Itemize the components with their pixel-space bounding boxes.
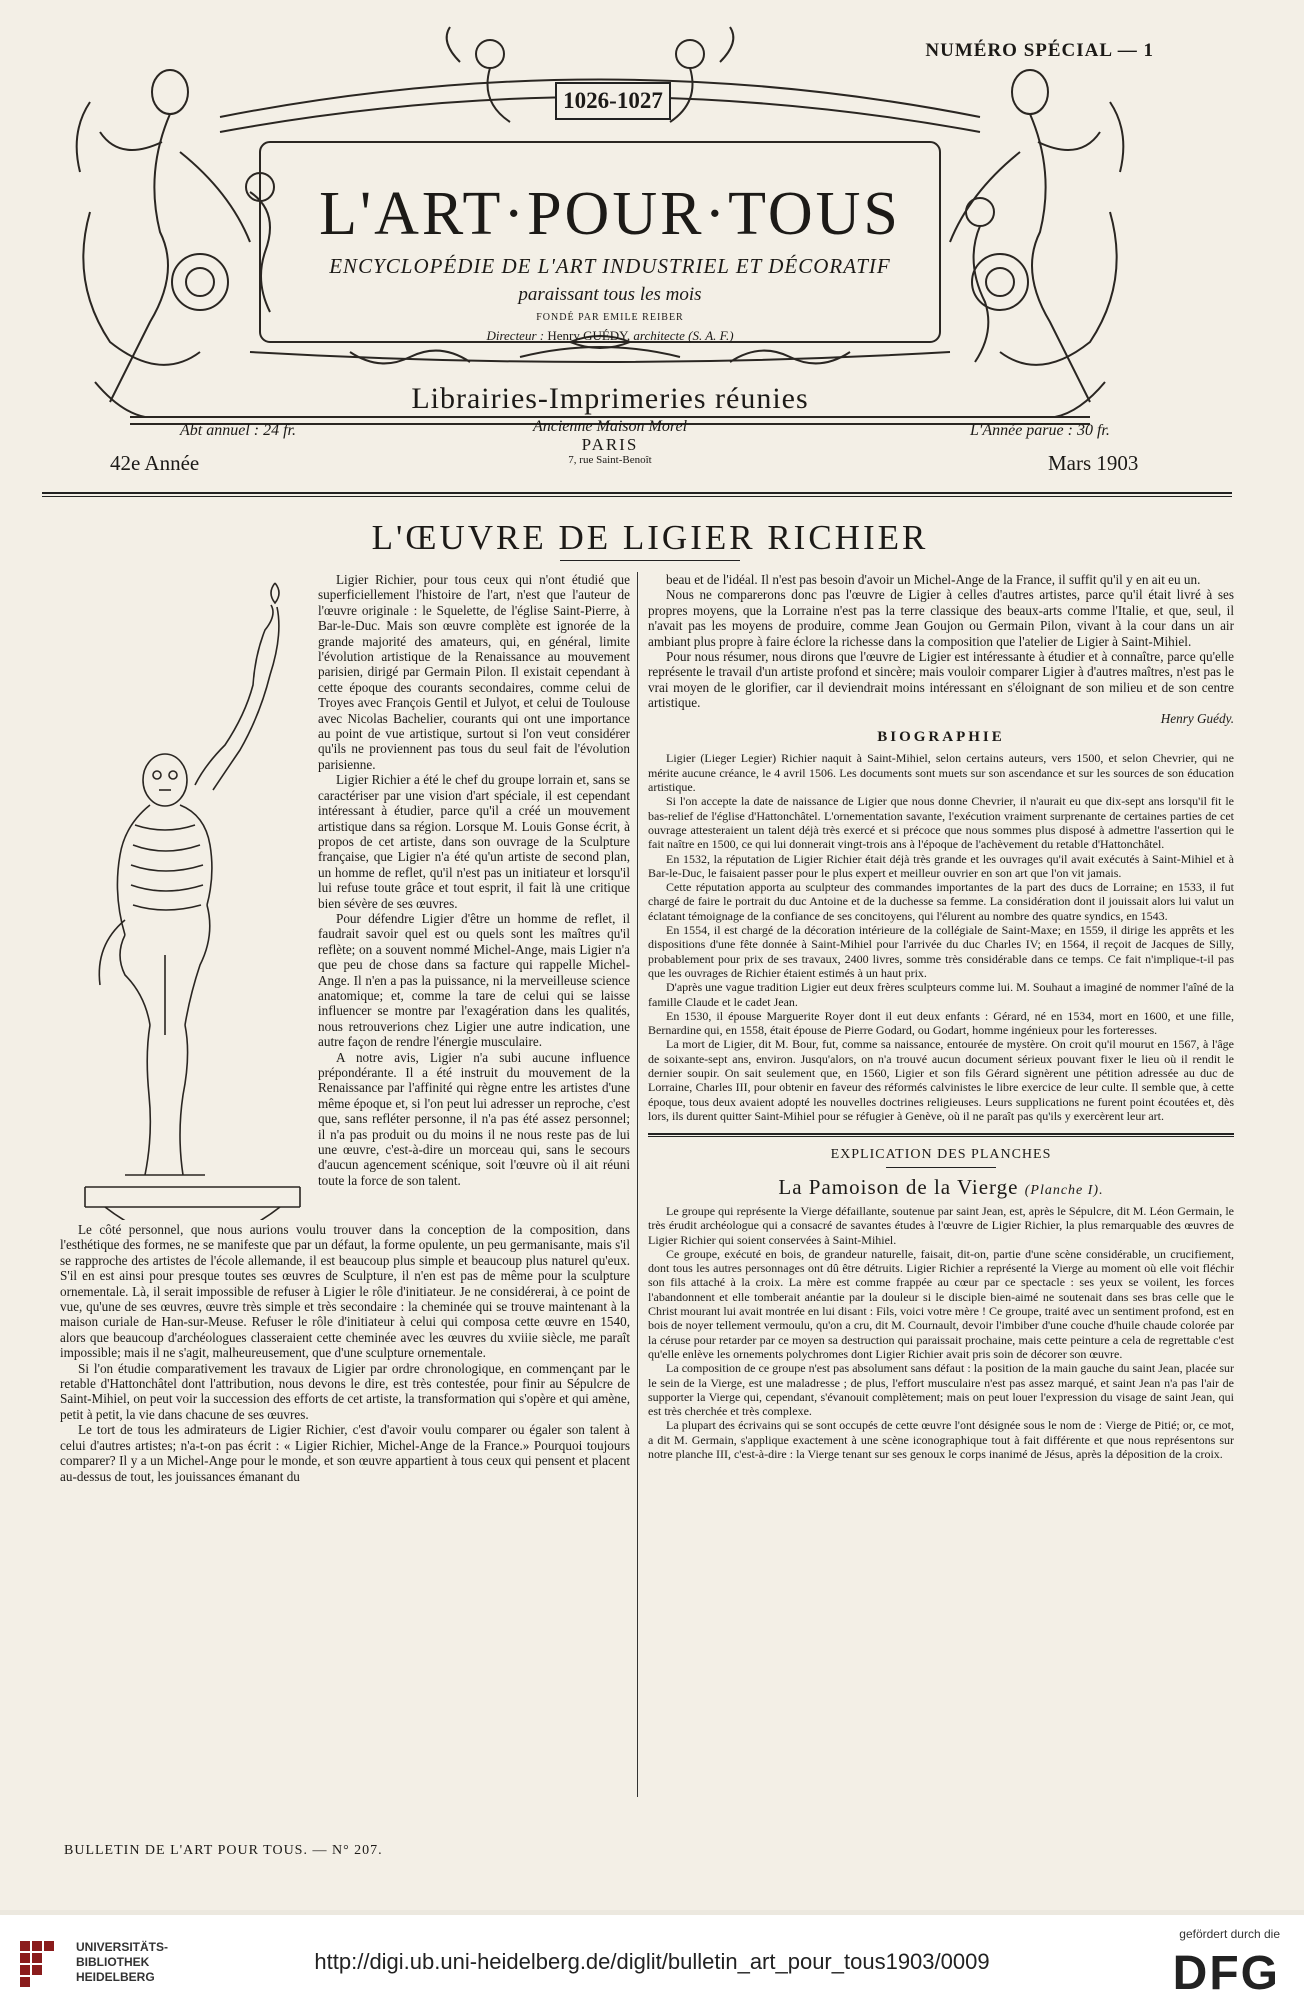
journal-subtitle: ENCYCLOPÉDIE DE L'ART INDUSTRIEL ET DÉCORATIF xyxy=(329,254,891,278)
paragraph: Ligier Richier a été le chef du groupe lorrain et, sans se caractériser par une vision d'art spéciale, il est cependant intéressant à étudier, parce qu'il a créé un mouvement artistique dans sa région. Lorsque M. Louis Gonse écrit, à propos de cet artiste, dans son ouvrage de la Sculpture française, que Ligier n'a été qu'un artiste de second plan, un homme de reflet, qu'il n'est pas un initiateur et lorsqu'il lui refuse toute grâce et tout esprit, il fait là une critique bien sévère de ses œuvres. xyxy=(318,772,630,911)
article-column-left-bottom xyxy=(60,1222,630,1484)
director-name: Henry GUÉDY, xyxy=(547,328,631,343)
funding-label: gefördert durch die xyxy=(1179,1927,1280,1941)
founder: FONDÉ PAR EMILE REIBER xyxy=(536,312,684,323)
header-rule xyxy=(42,492,1232,497)
paragraph: Pour nous résumer, nous dirons que l'œuvre de Ligier est intéressante à étudier et à connaître, parce qu'elle représente le travail d'un artiste profond et sincère; mais vouloir comparer Ligier à d'autres maîtres, n'est pas le vrai moyen de le glorifier, car il deviendrait moins intéressant en s'éloignant de son milieu et de son centre artistique. xyxy=(648,649,1234,711)
paragraph: A notre avis, Ligier n'a subi aucune influence prépondérante. Il a été instruit du mouvement de la Renaissance par l'affinité qui règne entre les artistes d'une même époque et, si l'on peut lui adresser un reproche, c'est que, sans refléter personne, il n'a pas été assez personnel; il n'a pas produit ou du moins il ne nous reste pas de lui une œuvre, c'est-à-dire un morceau qui, sans le secours d'aucun agencement scénique, soit l'œuvre où il ait réuni toute la force de son talent. xyxy=(318,1049,630,1188)
former-house: Ancienne Maison Morel xyxy=(532,418,688,435)
plate-title-line xyxy=(648,1174,1234,1199)
article-title: L'ŒUVRE DE LIGIER RICHIER xyxy=(371,518,929,557)
article-column-left-top xyxy=(318,572,630,1188)
paragraph: La plupart des écrivains qui se sont occupés de cette œuvre l'ont désignée sous le nom de : Vierge de Pitié; or, ce mot, a dit M. Germain, s'applique exactement à une scène iconographique tout à fait différente et que nous représentons sur notre planche III, c'est-à-dire : la Vierge tenant sur ses genoux le corps inanimé de Jésus, après la déposition de la croix. xyxy=(648,1418,1234,1462)
paragraph: En 1530, il épouse Marguerite Royer dont il eut deux enfants : Gérard, né en 1534, mort en 1600, et une fille, Bernardine qui, en 1558, était épouse de Pierre Godard, ou Godart, homme ingénieux pour les forteresses. xyxy=(648,1008,1234,1038)
paragraph: Si l'on accepte la date de naissance de Ligier que nous donne Chevrier, il n'aurait eu que dix-sept ans lorsqu'il fit le bas-relief de l'église d'Hattonchâtel. L'ornementation savante, l'exécution vraiment surprenante de certaines parties de cet ouvrage attesteraient un talent déjà très exercé et si précoce que nous sommes plus disposé à admettre l'assertion qui le fait naître en 1500, ce qui lui donnerait vingt-trois ans à l'époque de l'achèvement du retable d'Hattonchâtel. xyxy=(648,794,1234,852)
paragraph: Pour défendre Ligier d'être un homme de reflet, il faudrait savoir quel est ou quels sont les maîtres qu'il reflète; on a souvent nommé Michel-Ange, mais Ligier n'a que peu de chose dans sa facture qui rappelle Michel-Ange. Il n'en a pas la puissance, ni la merveilleuse science anatomique; et, comme la tare de celui qui se laisse influencer se montre par l'exagération dans les qualités, nous retrouverions chez Ligier une autre indication, une autre façon de rendre l'énergie musculaire. xyxy=(318,910,630,1050)
paragraph: Cette réputation apporta au sculpteur des commandes importantes de la part des ducs de Lorraine; en 1533, il fut chargé de faire le portrait du duc Antoine et de la duchesse sa femme. La considération dont il jouissait alors lui valut un éclatant témoignage de la confiance de ses concitoyens, qui l'élurent au nombre des quatre syndics, en 1543. xyxy=(648,880,1234,923)
author-signature: Henry Guédy. xyxy=(1160,710,1234,726)
article-column-right xyxy=(648,572,1234,1461)
paragraph: En 1554, il est chargé de la décoration intérieure de la collégiale de Saint-Maxe; en 1559, il dirige les apprêts et les dispositions d'une fête donnée à Saint-Mihiel pour l'arrivée du duc Charles IV; en 1564, il reçoit de Jacques de Silly, probablement pour prix de ses travaux, 2400 livres, somme très considérable dans ce temps. Ce fait n'implique-t-il pas que les ouvrages de Richier étaient estimés à un haut prix. xyxy=(648,923,1234,980)
plate-reference: (Planche I). xyxy=(1024,1182,1104,1198)
paragraph: En 1532, la réputation de Ligier Richier était déjà très grande et les ouvrages qu'il avait exécutés à Saint-Mihiel et à Bar-le-Duc, le faisaient passer pour le plus expert et meilleur ouvrier en son art que l'on vit jamais. xyxy=(648,851,1234,880)
frequency: paraissant tous les mois xyxy=(518,284,702,305)
paragraph: Ligier (Lieger Legier) Richier naquit à Saint-Mihiel, selon certains auteurs, vers 1500, et selon Chevrier, qui ne mérite aucune créance, le 4 avril 1506. Les documents sont muets sur son ascendance et sur les sources de son éducation artistique. xyxy=(648,751,1234,795)
issue-numbers: 1026-1027 xyxy=(555,82,671,120)
paragraph: Le groupe qui représente la Vierge défaillante, soutenue par saint Jean, est, après le Sépulcre, dit M. Léon Germain, le très érudit archéologue qui a consacré de savantes études à l'œuvre de Ligier Richier, la plus remarquable des œuvres de Ligier Richier qui soient conservées à Saint-Mihiel. xyxy=(648,1204,1234,1247)
biography-heading: BIOGRAPHIE xyxy=(877,729,1005,746)
plate-title: La Pamoison de la Vierge xyxy=(778,1174,1019,1199)
year: 42e Année xyxy=(110,451,200,475)
paragraph: Ce groupe, exécuté en bois, de grandeur naturelle, faisait, dit-on, partie d'une scène considérable, un crucifiement, dont tous les autres personnages ont dû être détruits. Ligier Richier a représenté la Vierge au moment où elle voit fléchir son fils attaché à la croix. La mère est comme frappée au cœur par ce spectacle : ses yeux se voilent, les forces l'abandonnent et elle tomberait anéantie par la douleur si le disciple bien-aimé ne soutenait dans ses bras celle que le Christ mourant lui avait montrée en lui disant : Fils, voici votre mère ! Ce groupe, traité avec un sentiment profond, est en bois de noyer tellement vermoulu, qu'on a cru, dit M. Cournault, devoir l'imbiber d'une couche d'huile chaude colorée par la céruse pour retarder par ce moyen sa destruction qui paraissait prochaine, mais cette peinture a cela de regrettable c'est qu'elle enlève les ornements polychromes dont Ligier Richier avait pris soin de décorer son œuvre. xyxy=(648,1246,1234,1361)
paragraph: Ligier Richier, pour tous ceux qui n'ont étudié que superficiellement l'histoire de l'art, n'est que l'auteur de l'œuvre originale : le Squelette, de l'église Saint-Pierre, à Bar-le-Duc. Mais son œuvre complète est ignorée de la grande majorité des amateurs, qui, en général, limite l'évolution artistique de la Renaissance au mouvement parisien, dirigé par Germain Pilon. Il existait cependant à cette époque des courants secondaires, comme celui de Troyes avec François Gentil et Julyot, et celui de Toulouse avec Nicolas Bachelier, courants qui ont une importance au point de vue artistique, surtout si l'on veut considérer qu'ils ne proviennent pas tous du seul fait de l'évolution parisienne. xyxy=(318,572,630,772)
column-divider xyxy=(637,572,638,1797)
dfg-logo: DFG xyxy=(1172,1947,1280,2000)
special-number: NUMÉRO SPÉCIAL — 1 xyxy=(925,40,1154,61)
address: 7, rue Saint-Benoît xyxy=(568,454,652,466)
paragraph: Nous ne comparerons donc pas l'œuvre de Ligier à celles d'autres artistes, parce qu'il était livré à ses propres moyens, que la Lorraine n'est pas la terre classique des beaux-arts comme l'Italie, et que, seul, il n'avait pas les moyens de produire, comme Jean Goujon ou Germain Pilon, vivant à la cour dans un air ambiant plus propre à faire éclore la richesse dans la composition que l'atelier de Ligier à Saint-Mihiel. xyxy=(648,587,1234,649)
biography-text xyxy=(648,751,1234,1123)
source-url[interactable]: http://digi.ub.uni-heidelberg.de/diglit/bulletin_art_pour_tous1903/0009 xyxy=(314,1949,990,1974)
director-label: Directeur : xyxy=(486,328,545,343)
paragraph: Le tort de tous les admirateurs de Ligier Richier, c'est d'avoir voulu comparer ou égaler son talent à celui d'autres artistes; n'a-t-on pas écrit : « Ligier Richier, Michel-Ange de la France.» Pourquoi toujours comparer? Il y a un Michel-Ange pour le monde, et son œuvre appartient à tous ceux qui pensent et placent au-dessus de tout, les jouissances émanant du xyxy=(60,1422,630,1484)
paragraph: Si l'on étudie comparativement les travaux de Ligier par ordre chronologique, en commençant par le retable d'Hattonchâtel dont l'attribution, nous devons le dire, est très contestée, pour finir au Sépulcre de Saint-Mihiel, on peut voir la succession des efforts de cet artiste, la transformation qui s'opère et qui amène, petit à petit, la vie dans chacune de ses œuvres. xyxy=(60,1360,630,1422)
publisher: Librairies-Imprimeries réunies xyxy=(411,382,809,415)
plates-heading: EXPLICATION DES PLANCHES xyxy=(830,1147,1052,1163)
digitization-footer xyxy=(0,1915,1304,2007)
issue-date: Mars 1903 xyxy=(1048,451,1139,475)
subscription-right: L'Année parue : 30 fr. xyxy=(970,422,1110,439)
plates-heading-rule xyxy=(886,1167,996,1168)
subscription-left: Abt annuel : 24 fr. xyxy=(180,422,296,439)
paragraph: La mort de Ligier, dit M. Bour, fut, comme sa naissance, entourée de mystère. On croit qu'il mourut en 1567, à l'âge de soixante-sept ans, environ. Jusqu'alors, on n'a trouvé aucun document sérieux pouvant fixer le lieu où il rendit le dernier soupir. On sait seulement que, en 1560, Ligier et son fils Gérard signèrent une pétition adressée au duc de Lorraine, Charles III, pour obtenir en faveur des réformés calvinistes le libre exercice de leur culte. Il semble que, à cette époque, tous deux avaient adopté les nouvelles doctrines religieuses. Leurs supplications ne furent point écoutées et, dès lors, ils durent quitter Saint-Mihiel pour se réfugier à Genève, où il ne paraît pas qu'ils y exercèrent leur art. xyxy=(648,1037,1234,1123)
section-rule xyxy=(648,1133,1234,1137)
journal-title: L'ART·POUR·TOUS xyxy=(319,180,901,248)
plates-text xyxy=(648,1204,1234,1461)
director-line xyxy=(340,328,880,344)
paragraph: La composition de ce groupe n'est pas absolument sans défaut : la position de la main gauche du saint Jean, placée sur le sein de la Vierge, est une maladresse ; de plus, l'effort musculaire n'est pas assez marqué, et saint Jean n'a pas l'air de supporter la Vierge qui, cependant, s'évanouit complètement; mais on peut louer l'expression du visage de saint Jean, qui est très cherchée et très complexe. xyxy=(648,1361,1234,1419)
director-role: architecte (S. A. F.) xyxy=(633,328,734,343)
library-name-line: UNIVERSITÄTS- xyxy=(76,1940,169,1954)
library-name-line: HEIDELBERG xyxy=(76,1970,155,1984)
paragraph: D'après une vague tradition Ligier eut deux frères sculpteurs comme lui. M. Souhaut a imaginé de nommer l'aîné de la famille Claude et le cadet Jean. xyxy=(648,980,1234,1009)
library-name-line: BIBLIOTHEK xyxy=(76,1955,150,1969)
title-rule xyxy=(560,560,740,561)
bulletin-footer: BULLETIN DE L'ART POUR TOUS. — N° 207. xyxy=(64,1843,383,1858)
city: PARIS xyxy=(581,435,639,454)
paragraph: Le côté personnel, que nous aurions voulu trouver dans la conception de la composition, dans l'esthétique des formes, ne se manifeste que par un défaut, la forme opulente, un peu germanisante, mais s'il se rapproche des artistes de l'école allemande, il est beaucoup plus simple et beaucoup plus naturel qu'eux. S'il en est ainsi pour presque toutes ses œuvres de Sculpture, il n'en est pas de même pour la sculpture ornementale. Là, il serait impossible de refuser à Ligier le rôle d'initiateur. Je ne considérerai, à ce point de vue, qu'une de ses œuvres, œuvre très simple et très secondaire : la cheminée qui se trouve maintenant à la maison curiale de Han-sur-Meuse. Refuser le rôle d'initiateur à celui qui composa cette œuvre en 1540, alors que beaucoup d'archéologues classeraient cette cheminée avec les œuvres du xviiie siècle, me paraît impossible; mais il ne s'agit, malheureusement, que d'une sculpture ornementale. xyxy=(60,1222,630,1361)
skeleton-statue-illustration xyxy=(65,575,320,1220)
paragraph: beau et de l'idéal. Il n'est pas besoin d'avoir un Michel-Ange de la France, il suffit qu'il y en ait eu un. xyxy=(666,572,1201,587)
